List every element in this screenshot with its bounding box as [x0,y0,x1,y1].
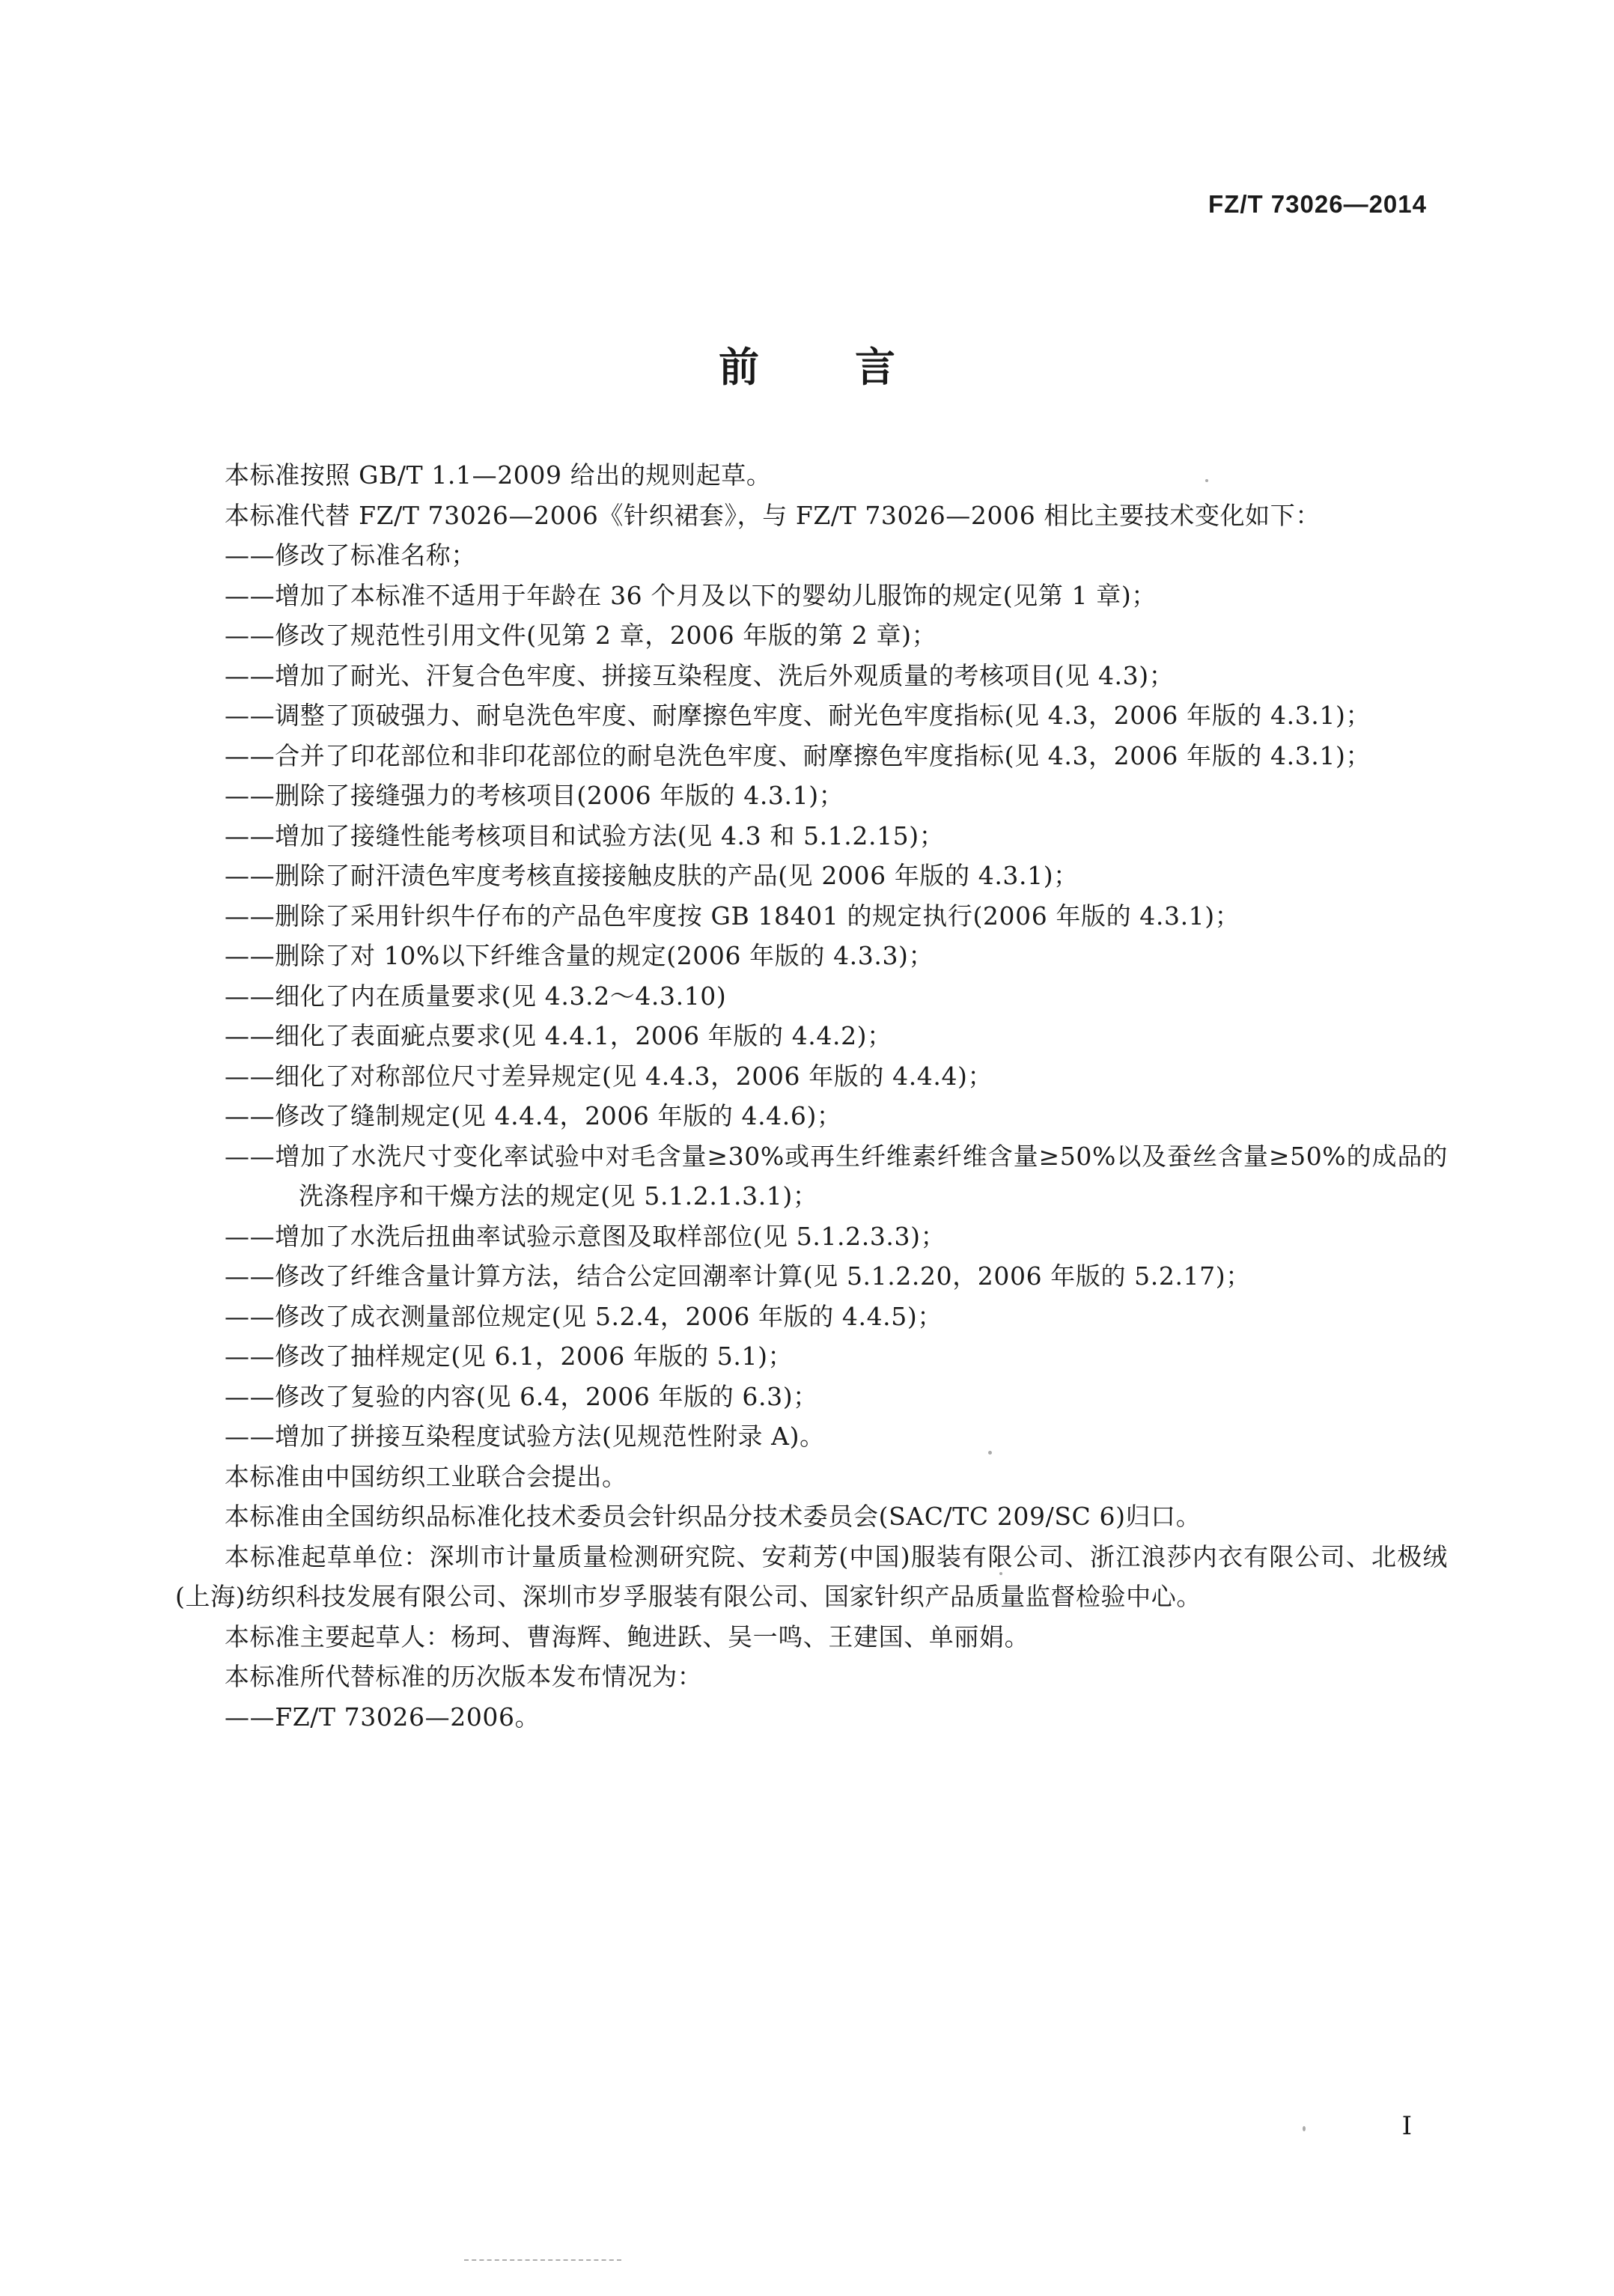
scan-speck [1303,2126,1306,2131]
history-intro-paragraph: 本标准所代替标准的历次版本发布情况为： [225,1662,703,1691]
change-item: ——修改了缝制规定(见 4.4.4，2006 年版的 4.4.6)； [225,1101,842,1130]
committee-paragraph: 本标准由全国纺织品标准化技术委员会针织品分技术委员会(SAC/TC 209/SC 6)归口。 [225,1502,1202,1531]
change-item: ——增加了本标准不适用于年龄在 36 个月及以下的婴幼儿服饰的规定(见第 1 章)； [225,580,1157,610]
drafting-units-paragraph: 本标准起草单位：深圳市计量质量检测研究院、安莉芳(中国)服装有限公司、浙江浪莎内衣有限公司、北极绒(上海)纺织科技发展有限公司、深圳市岁孚服装有限公司、国家针织产品质量监督检验中心。 [175,1541,1448,1611]
change-item: ——修改了纤维含量计算方法，结合公定回潮率计算(见 5.1.2.20，2006 年版的 5.2.17)； [225,1261,1251,1291]
scan-speck [988,1451,992,1455]
change-item: ——合并了印花部位和非印花部位的耐皂洗色牢度、耐摩擦色牢度指标(见 4.3，2006 年版的 4.3.1)； [225,740,1371,770]
foreword-body [175,455,1448,1737]
change-item: ——修改了标准名称； [225,540,476,570]
title-char-1: 前 [719,344,759,391]
proposer-paragraph: 本标准由中国纺织工业联合会提出。 [225,1461,627,1491]
change-item: ——删除了耐汗渍色牢度考核直接接触皮肤的产品(见 2006 年版的 4.3.1)； [225,861,1079,890]
change-item: ——细化了内在质量要求(见 4.3.2～4.3.10) [225,981,727,1011]
change-item: ——删除了采用针织牛仔布的产品色牢度按 GB 18401 的规定执行(2006 年版的 4.3.1)； [225,901,1240,931]
change-item: ——修改了规范性引用文件(见第 2 章，2006 年版的第 2 章)； [225,621,937,650]
change-item: ——修改了成衣测量部位规定(见 5.2.4，2006 年版的 4.4.5)； [225,1301,942,1331]
change-item: ——删除了对 10%以下纤维含量的规定(2006 年版的 4.3.3)； [225,941,934,970]
scan-speck [999,1572,1002,1575]
scan-bottom-mark [464,2259,621,2261]
change-item: ——调整了顶破强力、耐皂洗色牢度、耐摩擦色牢度、耐光色牢度指标(见 4.3，2006 年版的 4.3.1)； [225,701,1371,730]
change-item: ——修改了抽样规定(见 6.1，2006 年版的 5.1)； [225,1342,794,1371]
change-item: ——删除了接缝强力的考核项目(2006 年版的 4.3.1)； [225,781,844,810]
change-item: ——细化了对称部位尺寸差异规定(见 4.4.3，2006 年版的 4.4.4)； [225,1061,993,1091]
replacement-paragraph: 本标准代替 FZ/T 73026—2006《针织裙套》，与 FZ/T 73026—2006 相比主要技术变化如下： [225,500,1321,530]
change-item: ——修改了复验的内容(见 6.4，2006 年版的 6.3)； [225,1381,818,1411]
drafting-rule-paragraph: 本标准按照 GB/T 1.1—2009 给出的规则起草。 [225,460,772,490]
change-item: ——增加了水洗后扭曲率试验示意图及取样部位(见 5.1.2.3.3)； [225,1221,946,1251]
history-item: ——FZ/T 73026—2006。 [225,1702,540,1732]
change-item: ——增加了接缝性能考核项目和试验方法(见 4.3 和 5.1.2.15)； [225,820,945,850]
scan-speck [1205,479,1208,482]
page-title [0,335,1614,393]
change-item: ——增加了水洗尺寸变化率试验中对毛含量≥30%或再生纤维素纤维含量≥50%以及蚕丝含量≥50%的成品的洗涤程序和干燥方法的规定(见 5.1.2.1.3.1)； [225,1141,1448,1211]
title-char-2: 言 [855,344,895,391]
page-number: I [1401,2111,1412,2141]
drafters-paragraph: 本标准主要起草人：杨珂、曹海辉、鲍进跃、吴一鸣、王建国、单丽娟。 [225,1621,1030,1651]
change-item: ——增加了拼接互染程度试验方法(见规范性附录 A)。 [225,1422,825,1451]
change-item: ——细化了表面疵点要求(见 4.4.1，2006 年版的 4.4.2)； [225,1021,892,1050]
change-list [175,535,1448,1457]
standard-code: FZ/T 73026—2014 [1208,190,1427,218]
change-item: ——增加了耐光、汗复合色牢度、拼接互染程度、洗后外观质量的考核项目(见 4.3)； [225,660,1175,690]
